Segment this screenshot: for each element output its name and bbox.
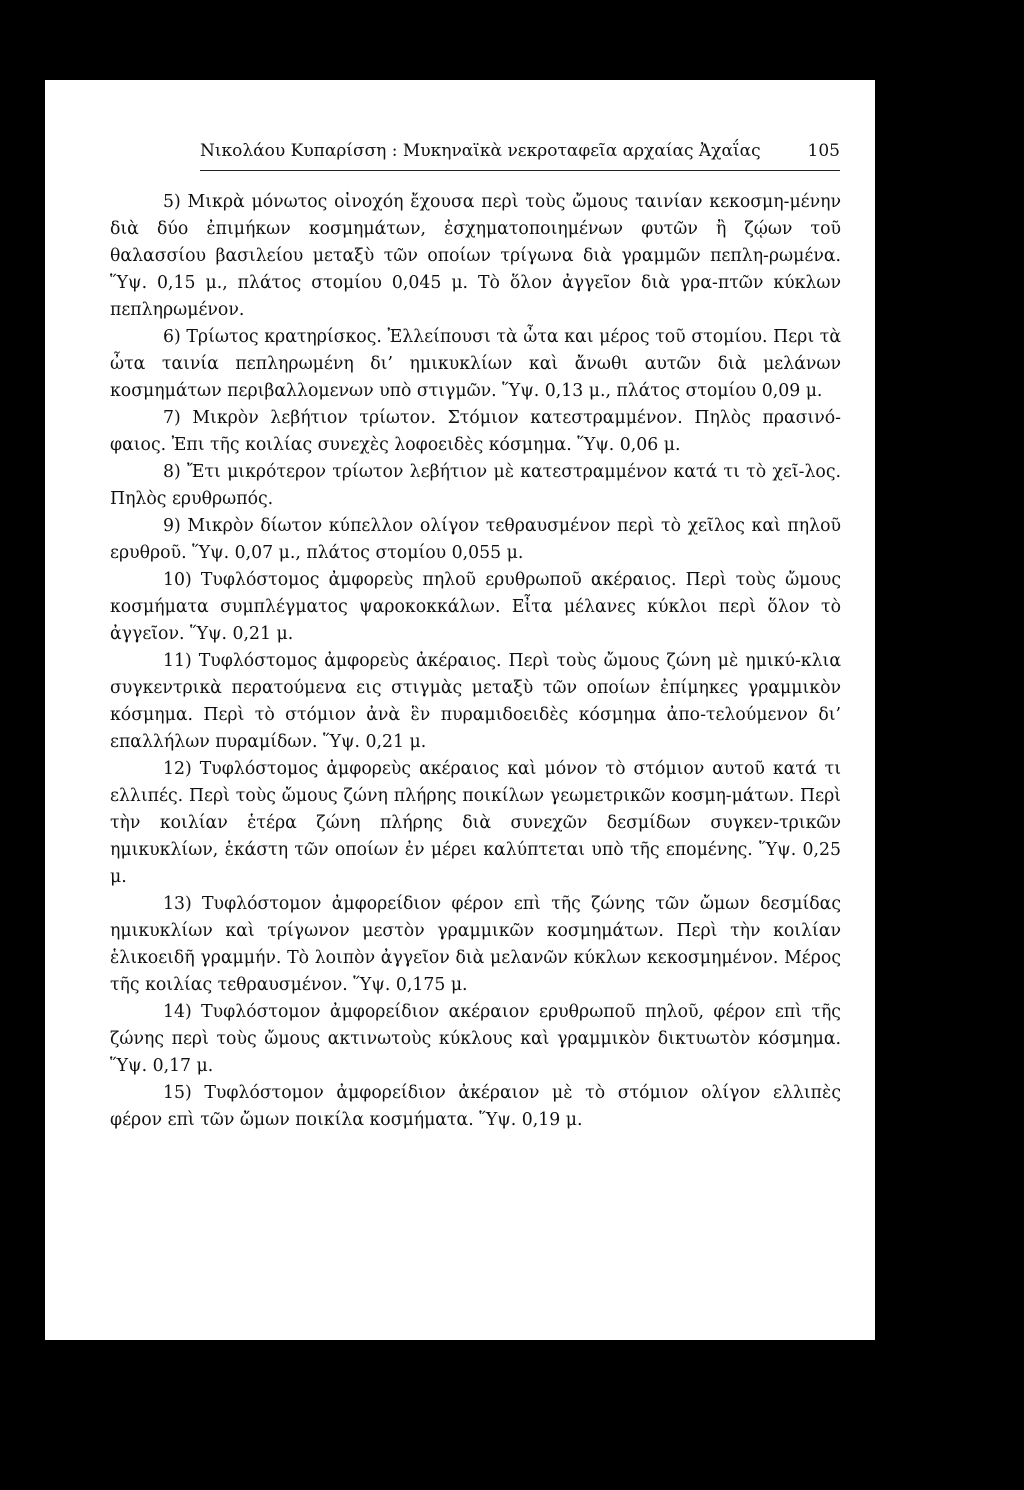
catalogue-text [110, 189, 841, 1134]
catalogue-entry-14: 14) Τυφλόστομον ἀμφορείδιον ακέραιον ερυθρωποῦ πηλοῦ, φέρον επὶ τῆς ζώνης περὶ τοὺς ὤμους ακτινωτοὺς κύκλους καὶ γραμμικὸν δικτυωτὸν κόσμημα. Ὕψ. 0,17 μ. [110, 1002, 841, 1076]
catalogue-entry-13: 13) Τυφλόστομον ἀμφορείδιον φέρον επὶ τῆς ζώνης τῶν ὤμων δεσμίδας ημικυκλίων καὶ τρίγωνον μεστὸν γραμμικῶν κοσμημάτων. Περὶ τὴν κοιλίαν ἑλικοειδῆ γραμμήν. Τὸ λοιπὸν ἀγγεῖον διὰ μελανῶν κύκλων κεκοσμημένον. Μέρος τῆς κοιλίας τεθραυσμένον. Ὕψ. 0,175 μ. [110, 894, 841, 995]
catalogue-entry-6: 6) Τρίωτος κρατηρίσκος. Ἐλλείπουσι τὰ ὦτα και μέρος τοῦ στομίου. Περι τὰ ὦτα ταινία πεπληρωμένη δι’ ημικυκλίων καὶ ἄνωθι αυτῶν διὰ μελάνων κοσμημάτων περιβαλλομενων υπὸ στιγμῶν. Ὕψ. 0,13 μ., πλάτος στομίου 0,09 μ. [110, 327, 841, 401]
catalogue-entry-12: 12) Τυφλόστομος ἀμφορεὺς ακέραιος καὶ μόνον τὸ στόμιον αυτοῦ κατά τι ελλιπές. Περὶ τοὺς ὤμους ζώνη πλήρης ποικίλων γεωμετρικῶν κοσμη-μάτων. Περὶ τὴν κοιλίαν ἑτέρα ζώνη πλήρης διὰ συνεχῶν δεσμίδων συγκεν-τρικῶν ημικυκλίων, ἑκάστη τῶν οποίων ἐν μέρει καλύπτεται υπὸ τῆς επομένης. Ὕψ. 0,25 μ. [110, 759, 841, 887]
catalogue-entry-7: 7) Μικρὸν λεβήτιον τρίωτον. Στόμιον κατεστραμμένον. Πηλὸς πρασινό-φαιος. Ἐπι τῆς κοιλίας συνεχὲς λοφοειδὲς κόσμημα. Ὕψ. 0,06 μ. [110, 408, 841, 455]
catalogue-entry-5: 5) Μικρὰ μόνωτος οἰνοχόη ἔχουσα περὶ τοὺς ὤμους ταινίαν κεκοσμη-μένην διὰ δύο ἐπιμήκων κοσμημάτων, ἐσχηματοποιημένων φυτῶν ἢ ζῴων τοῦ θαλασσίου βασιλείου μεταξὺ τῶν οποίων τρίγωνα διὰ γραμμῶν πεπλη-ρωμένα. Ὕψ. 0,15 μ., πλάτος στομίου 0,045 μ. Τὸ ὅλον ἀγγεῖον διὰ γρα-πτῶν κύκλων πεπληρωμένον. [110, 192, 841, 320]
catalogue-entry-10: 10) Τυφλόστομος ἀμφορεὺς πηλοῦ ερυθρωποῦ ακέραιος. Περὶ τοὺς ὤμους κοσμήματα συμπλέγματος ψαροκοκκάλων. Εἶτα μέλανες κύκλοι περὶ ὅλον τὸ ἀγγεῖον. Ὕψ. 0,21 μ. [110, 570, 841, 644]
catalogue-entry-8: 8) Ἔτι μικρότερον τρίωτον λεβήτιον μὲ κατεστραμμένον κατά τι τὸ χεῖ-λος. Πηλὸς ερυθρωπός. [110, 462, 841, 509]
header-rule [200, 170, 840, 171]
catalogue-entry-9: 9) Μικρὸν δίωτον κύπελλον ολίγον τεθραυσμένον περὶ τὸ χεῖλος καὶ πηλοῦ ερυθροῦ. Ὕψ. 0,07 μ., πλάτος στομίου 0,055 μ. [110, 516, 841, 563]
page-number: 105 [807, 141, 840, 161]
catalogue-entry-11: 11) Τυφλόστομος ἀμφορεὺς ἀκέραιος. Περὶ τοὺς ὤμους ζώνη μὲ ημικύ-κλια συγκεντρικὰ περατούμενα εις στιγμὰς μεταξὺ τῶν οποίων ἐπίμηκες γραμμικὸν κόσμημα. Περὶ τὸ στόμιον ἀνὰ ἓν πυραμιδοειδὲς κόσμημα ἀπο-τελούμενον δι’ επαλλήλων πυραμίδων. Ὕψ. 0,21 μ. [110, 651, 841, 752]
catalogue-entry-15: 15) Τυφλόστομον ἀμφορείδιον ἀκέραιον μὲ τὸ στόμιον ολίγον ελλιπὲς φέρον επὶ τῶν ὤμων ποικίλα κοσμήματα. Ὕψ. 0,19 μ. [110, 1083, 841, 1130]
running-title: Νικολάου Κυπαρίσση : Μυκηναϊκὰ νεκροταφεῖα αρχαίας Ἀχαΐας [200, 141, 761, 161]
